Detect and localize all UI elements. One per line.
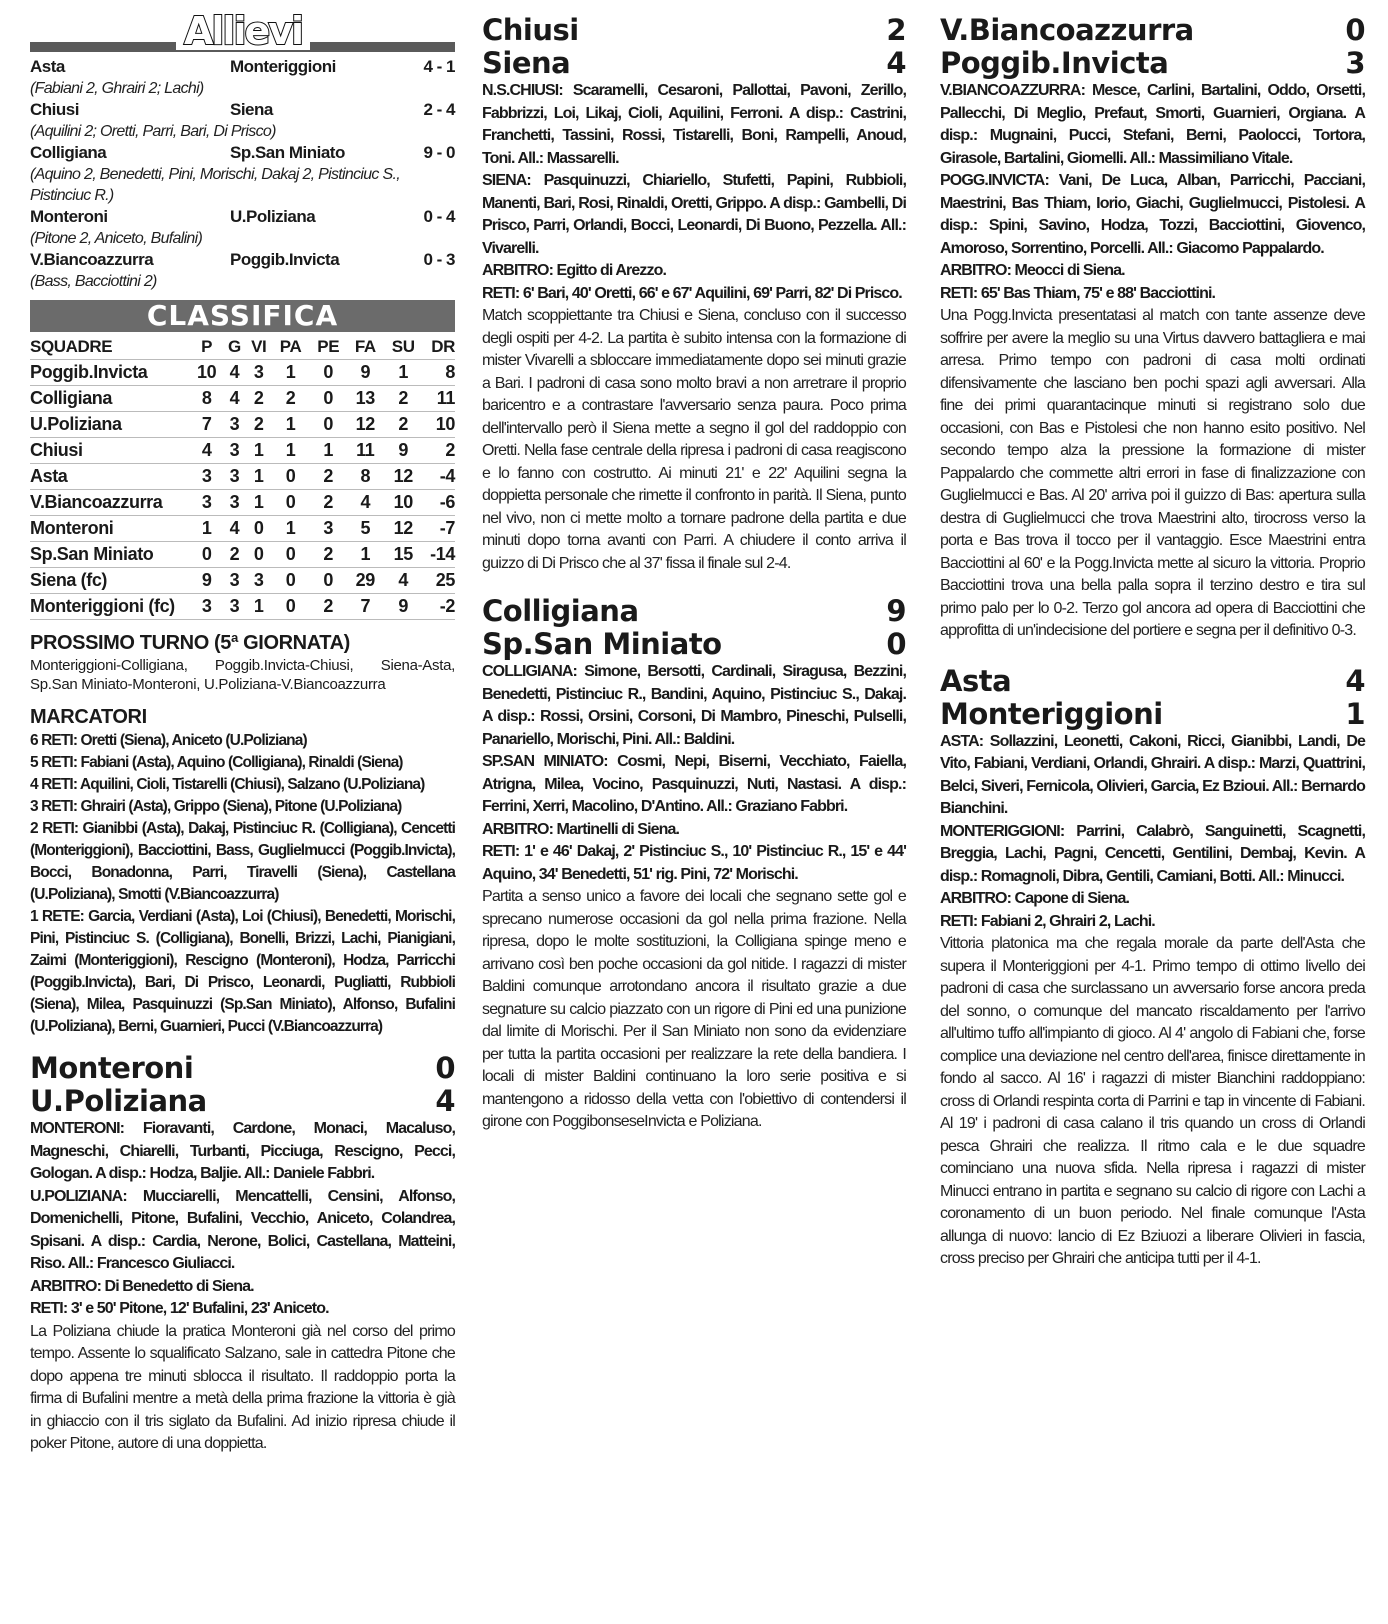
home-team: V.Biancoazzurra — [30, 250, 154, 269]
prossimo-turno-text: Monteriggioni-Colligiana, Poggib.Invicta-Chiusi, Siena-Asta, Sp.San Miniato-Monteroni, U.Poliziana-V.Biancoazzurra — [30, 657, 455, 693]
standings-header-row — [30, 334, 455, 360]
marcatori-line: 5 RETI: Fabiani (Asta), Aquino (Colligiana), Rinaldi (Siena) — [30, 754, 403, 771]
result-scorers: (Fabiani 2, Ghrairi 2; Lachi) — [30, 80, 204, 97]
standings-cell: 3 — [246, 568, 272, 594]
standings-cell: 2 — [309, 490, 347, 516]
standings-cell: 1 — [272, 516, 309, 542]
result-row — [30, 99, 455, 121]
standings-cell: 3 — [223, 412, 245, 438]
match-asta-monteriggioni — [940, 665, 1365, 1271]
standings-cell: 3 — [223, 568, 245, 594]
standings-cell: -2 — [423, 594, 455, 620]
standings-header-cell: G — [223, 334, 245, 360]
match-report: La Poliziana chiude la pratica Monteroni già nel corso del primo tempo. Assente lo squalificato Salzano, sale in cattedra Pitone che dopo appena tre minuti sblocca il risultato. Il raddoppio porta la firma di Bufalini mentre a metà della prima frazione la vittoria è già in ghiaccio con il tris siglato da Bufalini. Ad inizio ripresa chiude il poker Pitone, autore di una doppietta. — [30, 1322, 455, 1452]
home-team: Asta — [940, 663, 1012, 698]
standings-cell: 12 — [383, 464, 423, 490]
team-name: Siena (fc) — [30, 568, 190, 594]
standings-cell: 0 — [246, 516, 272, 542]
results-list — [30, 56, 455, 292]
match-home-row — [482, 14, 906, 47]
standings-row — [30, 464, 455, 490]
team-name: Poggib.Invicta — [30, 360, 190, 386]
marcatori-line: 4 RETI: Aquilini, Cioli, Tistarelli (Chiusi), Salzano (U.Poliziana) — [30, 776, 425, 793]
standings-cell: 4 — [223, 360, 245, 386]
reti: RETI: 1' e 46' Dakaj, 2' Pistinciuc S., 10' Pistinciuc R., 15' e 44' Aquino, 34' Benedetti, 51' rig. Pini, 72' Morischi. — [482, 843, 906, 883]
arbitro: ARBITRO: Martinelli di Siena. — [482, 820, 680, 838]
away-team: Monteriggioni — [230, 57, 336, 76]
standings-cell: 1 — [309, 438, 347, 464]
standings-row — [30, 568, 455, 594]
standings-cell: -4 — [423, 464, 455, 490]
match-biancoazzurra-poggibonsi — [940, 14, 1365, 643]
away-team: Siena — [482, 46, 571, 80]
standings-row — [30, 516, 455, 542]
reti: RETI: 3' e 50' Pitone, 12' Bufalini, 23' Aniceto. — [30, 1300, 329, 1317]
standings-cell: 1 — [272, 438, 309, 464]
standings-cell: 3 — [309, 516, 347, 542]
match-report: Una Pogg.Invicta presentatasi al match con tante assenze deve soffrire per avere la meglio su una Virtus davvero battagliera e mai arresa. Primo tempo con padroni di casa molti ordinati difensivamente che lasciano ben pochi spazi agli avversari. Alla fine dei primi quarantacinque minuti si registrano solo due occasioni, con Bas e Pistolesi che non hanno esito positivo. Nel secondo tempo alza la pressione la formazione di mister Pappalardo che commette altri errori in fase di finalizzazione con Guglielmucci e Bas. Al 20' arriva poi il guizzo di Bas: apertura sulla destra di Guglielmucci che trova Maestrini alto, tirocross verso la porta e Bas trova il tocco per il vantaggio. Esce Maestrini entra Bacciottini al 60' e la Pogg.Invicta mette al sicuro la vittoria. Proprio Bacciottini trova una bella palla sopra il terzino destro e tira sul primo palo per lo 0-2. Terzo gol ancora ad opera di Bacciottini che approfitta di un'indecisione del portiere e segna per il definitivo 0-3. — [940, 307, 1365, 639]
standings-cell: 1 — [272, 360, 309, 386]
marcatori-line: 2 RETI: Gianibbi (Asta), Dakaj, Pistinciuc R. (Colligiana), Cencetti (Monteriggioni), Bacciottini, Bass, Guglielmucci (Poggib.Invicta), Bocci, Bonadonna, Parri, Tiravelli (Siena), Castellana (U.Poliziana), Smotti (V.Biancoazzurra) — [30, 820, 455, 903]
team-name: Asta — [30, 464, 190, 490]
standings-cell: 3 — [223, 490, 245, 516]
away-team: Sp.San Miniato — [230, 143, 345, 162]
standings-header-cell: VI — [246, 334, 272, 360]
standings-cell: 9 — [347, 360, 383, 386]
match-report: Vittoria platonica ma che regala morale da parte dell'Asta che supera il Monteriggioni per 4-1. Primo tempo di ottimo livello dei padroni di casa che surclassano un avversario forse ancora preda del sonno, o comunque del mancato riscaldamento per l'arrivo all'ultimo tuffo all'impianto di gioco. Al 4' angolo di Fabiani che, forse complice una deviazione nel centro dell'area, finisce direttamente in fondo al sacco. Al 16' i ragazzi di mister Bianchini raddoppiano: cross di Orlandi respinta corta di Parrini e tap in vincente di Fabiani. Al 19' i padroni di casa calano il tris quando un cross di Orlandi pesca Ghrairi che realizza. Il ritmo cala e le due squadre cominciano una nuova sfida. Nella ripresa i ragazzi di mister Minucci entrano in partita e segnano su calcio di rigore con Lachi a coronamento di un buon periodo. Nel finale comunque l'Asta allunga di nuovo: lancio di Ez Bziuozi a liberare Olivieri in fascia, cross preciso per Ghrairi che anticipa tutti per il 4-1. — [940, 935, 1365, 1267]
away-team: Siena — [230, 100, 273, 119]
standings-cell: 2 — [423, 438, 455, 464]
home-team: Monteroni — [30, 1051, 194, 1085]
standings-cell: 11 — [347, 438, 383, 464]
away-score: 0 — [886, 627, 906, 661]
away-score: 4 — [435, 1084, 455, 1118]
home-score: 0 — [1345, 13, 1365, 47]
standings-cell: 0 — [309, 568, 347, 594]
standings-cell: 2 — [309, 464, 347, 490]
home-score: 9 — [886, 594, 906, 628]
lineup-home: ASTA: Sollazzini, Leonetti, Cakoni, Ricci, Gianibbi, Landi, De Vito, Fabiani, Verdiani, Orlandi, Ghrairi. A disp.: Marzi, Quattrini, Belci, Siveri, Fernicola, Olivieri, Garcia, Ez Bzioui. All.: Bernardo Bianchini. — [940, 732, 1365, 817]
prossimo-turno-title: PROSSIMO TURNO (5ª GIORNATA) — [30, 632, 350, 654]
team-name: U.Poliziana — [30, 412, 190, 438]
lineup-away: POGG.INVICTA: Vani, De Luca, Alban, Parricchi, Pacciani, Maestrini, Bas Thiam, Iorio, Giachi, Guglielmucci, Pistolesi. A disp.: Spini, Savino, Hodza, Tozzi, Bacciottini, Giovenco, Amoroso, Sorrentino, Porcelli. All.: Giacomo Pappalardo. — [940, 172, 1365, 257]
team-name: Sp.San Miniato — [30, 542, 190, 568]
match-away-row — [940, 698, 1365, 731]
marcatori-title: MARCATORI — [30, 706, 147, 728]
standings-cell: 0 — [272, 490, 309, 516]
standings-row — [30, 438, 455, 464]
standings-cell: 2 — [309, 594, 347, 620]
away-team: Poggib.Invicta — [230, 250, 340, 269]
standings-cell: 2 — [383, 412, 423, 438]
standings-cell: -7 — [423, 516, 455, 542]
standings-cell: 1 — [190, 516, 223, 542]
standings-cell: 2 — [309, 542, 347, 568]
team-name: V.Biancoazzurra — [30, 490, 190, 516]
match-score: 0 - 4 — [423, 207, 455, 226]
standings-cell: 3 — [246, 360, 272, 386]
result-row — [30, 56, 455, 78]
standings-cell: 1 — [246, 464, 272, 490]
match-away-row — [30, 1085, 455, 1118]
match-chiusi-siena — [482, 14, 906, 575]
standings-cell: 1 — [347, 542, 383, 568]
lineup-home: MONTERONI: Fioravanti, Cardone, Monaci, Macaluso, Magneschi, Chiarelli, Turbanti, Picciuga, Rescigno, Pecci, Gologan. A disp.: Hodza, Baljie. All.: Daniele Fabbri. — [30, 1120, 455, 1182]
match-score: 9 - 0 — [423, 143, 455, 162]
standings-cell: 12 — [383, 516, 423, 542]
team-name: Colligiana — [30, 386, 190, 412]
home-team: Colligiana — [482, 594, 639, 628]
match-home-row — [940, 665, 1365, 698]
away-team: Poggib.Invicta — [940, 46, 1169, 80]
standings-cell: 1 — [272, 412, 309, 438]
standings-header-cell: P — [190, 334, 223, 360]
standings-cell: 4 — [347, 490, 383, 516]
away-score: 1 — [1345, 696, 1365, 731]
result-row — [30, 249, 455, 271]
standings-row — [30, 360, 455, 386]
away-team: Sp.San Miniato — [482, 627, 722, 661]
away-score: 4 — [886, 46, 906, 80]
result-row — [30, 206, 455, 228]
match-score: 4 - 1 — [423, 57, 455, 76]
standings-cell: 3 — [190, 594, 223, 620]
standings-cell: -14 — [423, 542, 455, 568]
marcatori-list — [30, 730, 455, 1038]
home-score: 4 — [1345, 663, 1365, 698]
lineup-home: COLLIGIANA: Simone, Bersotti, Cardinali, Siragusa, Bezzini, Benedetti, Pistinciuc R., Bandini, Aquino, Pistinciuc S., Dakaj. A disp.: Rossi, Orsini, Corsoni, Di Mambro, Pineschi, Pulselli, Panariello, Morischi, Pini. All.: Baldini. — [482, 663, 906, 748]
standings-cell: 0 — [272, 464, 309, 490]
standings-cell: 9 — [190, 568, 223, 594]
standings-cell: 9 — [383, 438, 423, 464]
arbitro: ARBITRO: Egitto di Arezzo. — [482, 262, 666, 279]
lineup-home: N.S.CHIUSI: Scaramelli, Cesaroni, Pallottai, Pavoni, Zerillo, Fabbrizzi, Loi, Likaj, Cioli, Aquilini, Ferroni. A disp.: Castrini, Franchetti, Tassini, Rossi, Tistarelli, Boni, Rampelli, Anoud, Toni. All.: Massarelli. — [482, 82, 906, 167]
standings-cell: 8 — [190, 386, 223, 412]
arbitro: ARBITRO: Di Benedetto di Siena. — [30, 1277, 254, 1295]
standings-body — [30, 360, 455, 620]
match-score: 0 - 3 — [423, 250, 455, 269]
reti: RETI: 6' Bari, 40' Oretti, 66' e 67' Aquilini, 69' Parri, 82' Di Prisco. — [482, 284, 902, 302]
lineup-away: U.POLIZIANA: Mucciarelli, Mencattelli, Censini, Alfonso, Domenichelli, Pitone, Bufalini, Vecchio, Aniceto, Colandrea, Spisani. A disp.: Cardia, Nerone, Bolici, Castellana, Matteini, Riso. All.: Francesco Giuliacci. — [30, 1187, 455, 1272]
home-team: Monteroni — [30, 207, 108, 226]
marcatori-line: 3 RETI: Ghrairi (Asta), Grippo (Siena), Pitone (U.Poliziana) — [30, 798, 402, 815]
standings-header-cell: PE — [309, 334, 347, 360]
standings-row — [30, 386, 455, 412]
standings-cell: 3 — [190, 464, 223, 490]
standings-header-cell: SQUADRE — [30, 334, 190, 360]
standings-cell: 0 — [272, 594, 309, 620]
standings-row — [30, 594, 455, 620]
column-left — [30, 9, 455, 1456]
standings-cell: 4 — [223, 516, 245, 542]
standings-header-cell: FA — [347, 334, 383, 360]
home-team: Asta — [30, 57, 65, 76]
standings-cell: 7 — [190, 412, 223, 438]
standings-row — [30, 542, 455, 568]
standings-cell: 4 — [190, 438, 223, 464]
standings-cell: 2 — [272, 386, 309, 412]
result-scorers: (Pitone 2, Aniceto, Bufalini) — [30, 230, 203, 247]
standings-cell: 0 — [190, 542, 223, 568]
standings-cell: 0 — [272, 542, 309, 568]
column-right — [940, 14, 1365, 1271]
standings-header-cell: SU — [383, 334, 423, 360]
home-team: Chiusi — [30, 100, 79, 119]
standings-cell: 5 — [347, 516, 383, 542]
standings-cell: 2 — [223, 542, 245, 568]
page-title: Allievi — [176, 12, 310, 50]
away-score: 3 — [1345, 46, 1365, 80]
standings-cell: 3 — [223, 594, 245, 620]
standings-cell: 0 — [272, 568, 309, 594]
standings-header-cell: PA — [272, 334, 309, 360]
allievi-header — [30, 9, 455, 56]
match-away-row — [482, 47, 906, 80]
standings-cell: 3 — [223, 438, 245, 464]
standings-cell: 10 — [383, 490, 423, 516]
standings-cell: 2 — [383, 386, 423, 412]
match-home-row — [940, 14, 1365, 47]
match-monteroni-poliziana — [30, 1052, 455, 1456]
marcatori-line: 1 RETE: Garcia, Verdiani (Asta), Loi (Chiusi), Benedetti, Morischi, Pini, Pistinciuc S. (Colligiana), Bonelli, Brizzi, Lachi, Pianigiani, Zaimi (Monteriggioni), Rescigno (Monteroni), Hodza, Parricchi (Poggib.Invicta), Bari, Di Prisco, Leonardi, Pugliatti, Rubbioli (Siena), Milea, Pasquinuzzi (Sp.San Miniato), Alfonso, Bufalini (U.Poliziana), Berni, Guarnieri, Pucci (V.Biancoazzurra) — [30, 908, 455, 1035]
standings-cell: -6 — [423, 490, 455, 516]
standings-cell: 13 — [347, 386, 383, 412]
home-team: V.Biancoazzurra — [940, 13, 1194, 47]
home-score: 0 — [435, 1051, 455, 1085]
away-team: Monteriggioni — [940, 696, 1163, 731]
standings-cell: 10 — [423, 412, 455, 438]
team-name: Monteriggioni (fc) — [30, 594, 190, 620]
match-report: Match scoppiettante tra Chiusi e Siena, concluso con il successo degli ospiti per 4-2. La partita è subito intensa con la formazione di mister Vivarelli a sbloccare immediatamente dopo sei minuti grazie a Bari. I padroni di casa sono molto bravi a non arretrare il proprio baricentro e a contrastare l'avversario senza paura. Poco prima dell'intervallo però il Siena mette a segno il gol del raddoppio con Oretti. Nella fase centrale della ripresa i padroni di casa reagiscono e lo fanno con costrutto. Ai minuti 21' e 22' Aquilini segna la doppietta personale che rimette il confronto in parità. Il Siena, punto nel vivo, non ci mette molto a tornare padrone della partita e due minuti dopo torna avanti con Parri. A chiudere il conto arriva il guizzo di Di Prisco che al 37' fissa il finale sul 2-4. — [482, 307, 906, 572]
standings-cell: 9 — [383, 594, 423, 620]
result-row — [30, 142, 455, 164]
team-name: Monteroni — [30, 516, 190, 542]
lineup-home: V.BIANCOAZZURRA: Mesce, Carlini, Bartalini, Oddo, Orsetti, Pallecchi, Di Meglio, Prefaut, Smorti, Guarnieri, Orgiana. A disp.: Mugnaini, Pucci, Stefani, Berni, Paolocci, Tortora, Girasole, Bartalini, Giomelli. All.: Massimiliano Vitale. — [940, 82, 1365, 167]
standings-cell: 15 — [383, 542, 423, 568]
standings-cell: 4 — [223, 386, 245, 412]
match-colligiana-sanminiato — [482, 595, 906, 1134]
marcatori-line: 6 RETI: Oretti (Siena), Aniceto (U.Poliziana) — [30, 732, 307, 749]
match-away-row — [482, 628, 906, 661]
classifica-title: CLASSIFICA — [30, 300, 455, 332]
standings-cell: 0 — [309, 386, 347, 412]
match-home-row — [30, 1052, 455, 1085]
column-middle — [482, 14, 906, 1134]
standings-cell: 4 — [383, 568, 423, 594]
standings-cell: 8 — [347, 464, 383, 490]
standings-cell: 7 — [347, 594, 383, 620]
standings-cell: 1 — [246, 594, 272, 620]
lineup-away: SP.SAN MINIATO: Cosmi, Nepi, Biserni, Vecchiato, Faiella, Atrigna, Milea, Vocino, Pasquinuzzi, Nuti, Nastasi. A disp.: Ferrini, Xerri, Macolino, D'Antino. All.: Graziano Fabbri. — [482, 753, 906, 815]
standings-header-cell: DR — [423, 334, 455, 360]
match-away-row — [940, 47, 1365, 80]
standings-cell: 25 — [423, 568, 455, 594]
standings-row — [30, 490, 455, 516]
standings-cell: 8 — [423, 360, 455, 386]
standings-row — [30, 412, 455, 438]
lineup-away: SIENA: Pasquinuzzi, Chiariello, Stufetti, Papini, Rubbioli, Manenti, Bari, Rosi, Rinaldi, Oretti, Grippo. A disp.: Gambelli, Di Prisco, Parri, Orlandi, Bocci, Leonardi, Di Buono, Pezzella. All.: Vivarelli. — [482, 172, 906, 257]
away-team: U.Poliziana — [230, 207, 316, 226]
home-team: Chiusi — [482, 13, 579, 47]
standings-cell: 11 — [423, 386, 455, 412]
arbitro: ARBITRO: Capone di Siena. — [940, 890, 1130, 907]
standings-cell: 1 — [246, 490, 272, 516]
standings-cell: 0 — [309, 360, 347, 386]
home-score: 2 — [886, 13, 906, 47]
reti: RETI: 65' Bas Thiam, 75' e 88' Bacciottini. — [940, 284, 1216, 302]
match-report: Partita a senso unico a favore dei locali che segnano sette gol e sprecano numerose occasioni da gol nella prima frazione. Nella ripresa, dopo le molte sostituzioni, la Colligiana spinge meno e arrivano così ben poche occasioni da gol nitide. I ragazzi di mister Baldini comunque arrotondano ancora il risultato grazie a due segnature su calcio piazzato con un rigore di Pini ed una punizione dal limite di Morischi. Per il San Miniato non sono da evidenziare per tutta la partita occasioni per realizzare la rete della bandiera. I locali di mister Baldini continuano la loro serie positiva e si mantengono a ridosso della vetta con l'obiettivo di contendersi il girone con PoggibonseseInvicta e Poliziana. — [482, 888, 906, 1130]
standings-cell: 29 — [347, 568, 383, 594]
arbitro: ARBITRO: Meocci di Siena. — [940, 262, 1125, 279]
standings-table — [30, 334, 455, 620]
standings-cell: 12 — [347, 412, 383, 438]
standings-cell: 2 — [246, 386, 272, 412]
standings-cell: 3 — [190, 490, 223, 516]
standings-cell: 10 — [190, 360, 223, 386]
standings-cell: 3 — [223, 464, 245, 490]
match-score: 2 - 4 — [423, 100, 455, 119]
lineup-away: MONTERIGGIONI: Parrini, Calabrò, Sanguinetti, Scagnetti, Breggia, Lachi, Pagni, Cencetti, Gentilini, Dembaj, Kevin. A disp.: Romagnoli, Dibra, Gentili, Camiani, Botti. All.: Minucci. — [940, 822, 1365, 885]
result-scorers: (Aquilini 2; Oretti, Parri, Bari, Di Prisco) — [30, 123, 276, 140]
standings-cell: 0 — [246, 542, 272, 568]
standings-cell: 0 — [309, 412, 347, 438]
result-scorers: (Bass, Bacciottini 2) — [30, 273, 157, 290]
reti: RETI: Fabiani 2, Ghrairi 2, Lachi. — [940, 912, 1155, 930]
standings-cell: 1 — [383, 360, 423, 386]
match-home-row — [482, 595, 906, 628]
team-name: Chiusi — [30, 438, 190, 464]
standings-cell: 1 — [246, 438, 272, 464]
standings-cell: 2 — [246, 412, 272, 438]
home-team: Colligiana — [30, 143, 107, 162]
away-team: U.Poliziana — [30, 1084, 207, 1118]
result-scorers: (Aquino 2, Benedetti, Pini, Morischi, Dakaj 2, Pistinciuc S., Pistinciuc R.) — [30, 166, 400, 204]
